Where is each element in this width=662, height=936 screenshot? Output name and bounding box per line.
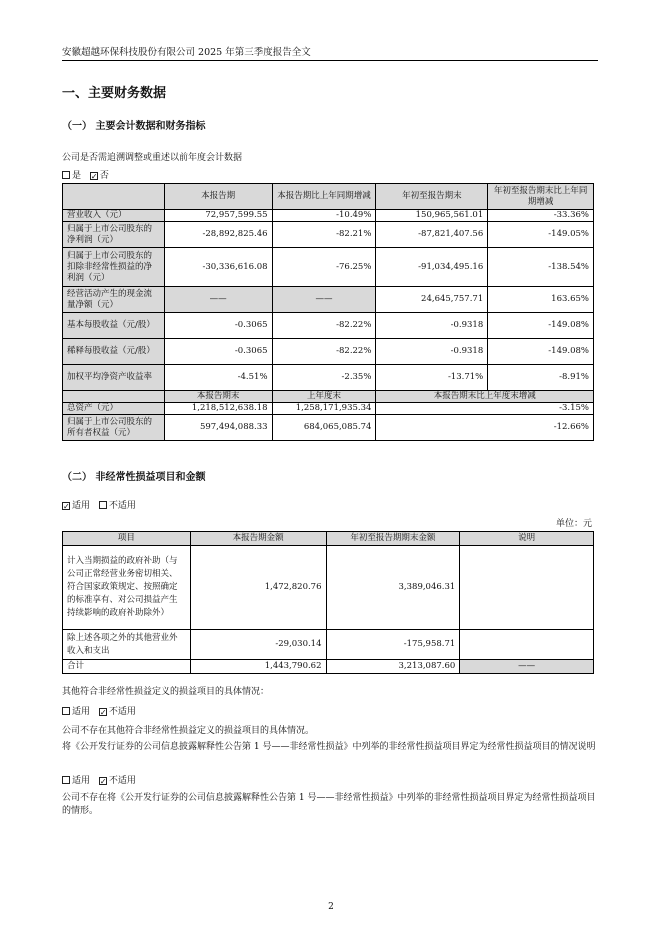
checkbox-apply-checked[interactable]: ✓ <box>63 502 70 511</box>
financial-data-table <box>62 183 594 441</box>
page-number: 2 <box>328 902 334 912</box>
table-row: 归属于上市公司股东的扣除非经常性损益的净利润（元） -30,336,616.08 -76.25% -91,034,495.16 -138.54% <box>63 248 594 287</box>
checkbox-not-apply-checked[interactable]: ✓ <box>99 708 107 717</box>
table-row: 总资产（元） 1,218,512,638.18 1,258,171,935.34 -3.15% <box>63 403 594 415</box>
restatement-options: 是 ✓ 否 <box>62 168 109 181</box>
header-divider <box>62 60 598 61</box>
section-title: 一、主要财务数据 <box>62 86 167 101</box>
document-header: 安徽超越环保科技股份有限公司 2025 年第三季度报告全文 <box>62 47 311 58</box>
table-total-row: 合计 1,443,790.62 3,213,087.60 —— <box>63 660 594 674</box>
table-row: 营业收入（元） 72,957,599.55 -10.49% 150,965,561.01 -33.36% <box>63 210 594 222</box>
reclassification-text: 公司不存在将《公开发行证券的公司信息披露解释性公告第 1 号——非经常性损益》中列举的非经常性损益项目界定为经常性损益项目的情形。 <box>62 793 596 816</box>
table-row: 经营活动产生的现金流量净额（元） —— —— 24,645,757.71 163.65% <box>63 287 594 313</box>
checkbox-yes[interactable] <box>62 171 70 179</box>
table-row: 稀释每股收益（元/股） -0.3065 -82.22% -0.9318 -149.08% <box>63 339 594 365</box>
table-header-row: 本报告期 本报告期比上年同期增减 年初至报告期末 年初至报告期末比上年同期增减 <box>63 184 594 210</box>
other-items-text: 公司不存在其他符合非经常性损益定义的损益项目的具体情况。 <box>62 726 315 736</box>
checkbox-no-checked[interactable]: ✓ <box>90 172 98 181</box>
subsection-title-2: （二） 非经常性损益项目和金额 <box>62 472 206 483</box>
restatement-question: 公司是否需追溯调整或重述以前年度会计数据 <box>62 153 243 163</box>
subsection-title-1: （一） 主要会计数据和财务指标 <box>62 121 206 132</box>
other-items-title: 其他符合非经常性损益定义的损益项目的具体情况： <box>62 687 270 697</box>
table-subheader-row: 本报告期末 上年度末 本报告期末比上年度末增减 <box>63 391 594 403</box>
unit-label: 单位：元 <box>555 519 592 529</box>
checkbox-apply[interactable] <box>62 707 70 715</box>
table-row: 归属于上市公司股东的所有者权益（元） 597,494,088.33 684,065,085.74 -12.66% <box>63 415 594 441</box>
reclassification-paragraph: 将《公开发行证券的公司信息披露解释性公告第 1 号——非经常性损益》中列举的非经常性损益项目界定为经常性损益项目的情况说明 <box>62 742 596 752</box>
table-row: 基本每股收益（元/股） -0.3065 -82.22% -0.9318 -149.08% <box>63 313 594 339</box>
other-items-options: 适用 ✓ 不适用 <box>62 704 136 717</box>
checkbox-apply-2[interactable] <box>62 776 70 784</box>
table-row: 归属于上市公司股东的净利润（元） -28,892,825.46 -82.21% -87,821,407.56 -149.05% <box>63 222 594 248</box>
table-header-row: 项目 本报告期金额 年初至报告期期末金额 说明 <box>63 532 594 546</box>
reclassification-options: 适用 ✓ 不适用 <box>62 773 136 786</box>
checkbox-not-apply-2-checked[interactable]: ✓ <box>99 777 107 786</box>
nonrecurring-table <box>62 531 594 674</box>
table-row: 计入当期损益的政府补助（与公司正常经营业务密切相关、符合国家政策规定、按照确定的标准享有、对公司损益产生持续影响的政府补助除外） 1,472,820.76 3,389,046.31 <box>63 546 594 630</box>
nonrecurring-options: ✓ 适用 不适用 <box>63 501 136 511</box>
checkbox-not-apply[interactable] <box>99 501 107 509</box>
table-row: 除上述各项之外的其他营业外收入和支出 -29,030.14 -175,958.71 <box>63 630 594 660</box>
table-row: 加权平均净资产收益率 -4.51% -2.35% -13.71% -8.91% <box>63 365 594 391</box>
